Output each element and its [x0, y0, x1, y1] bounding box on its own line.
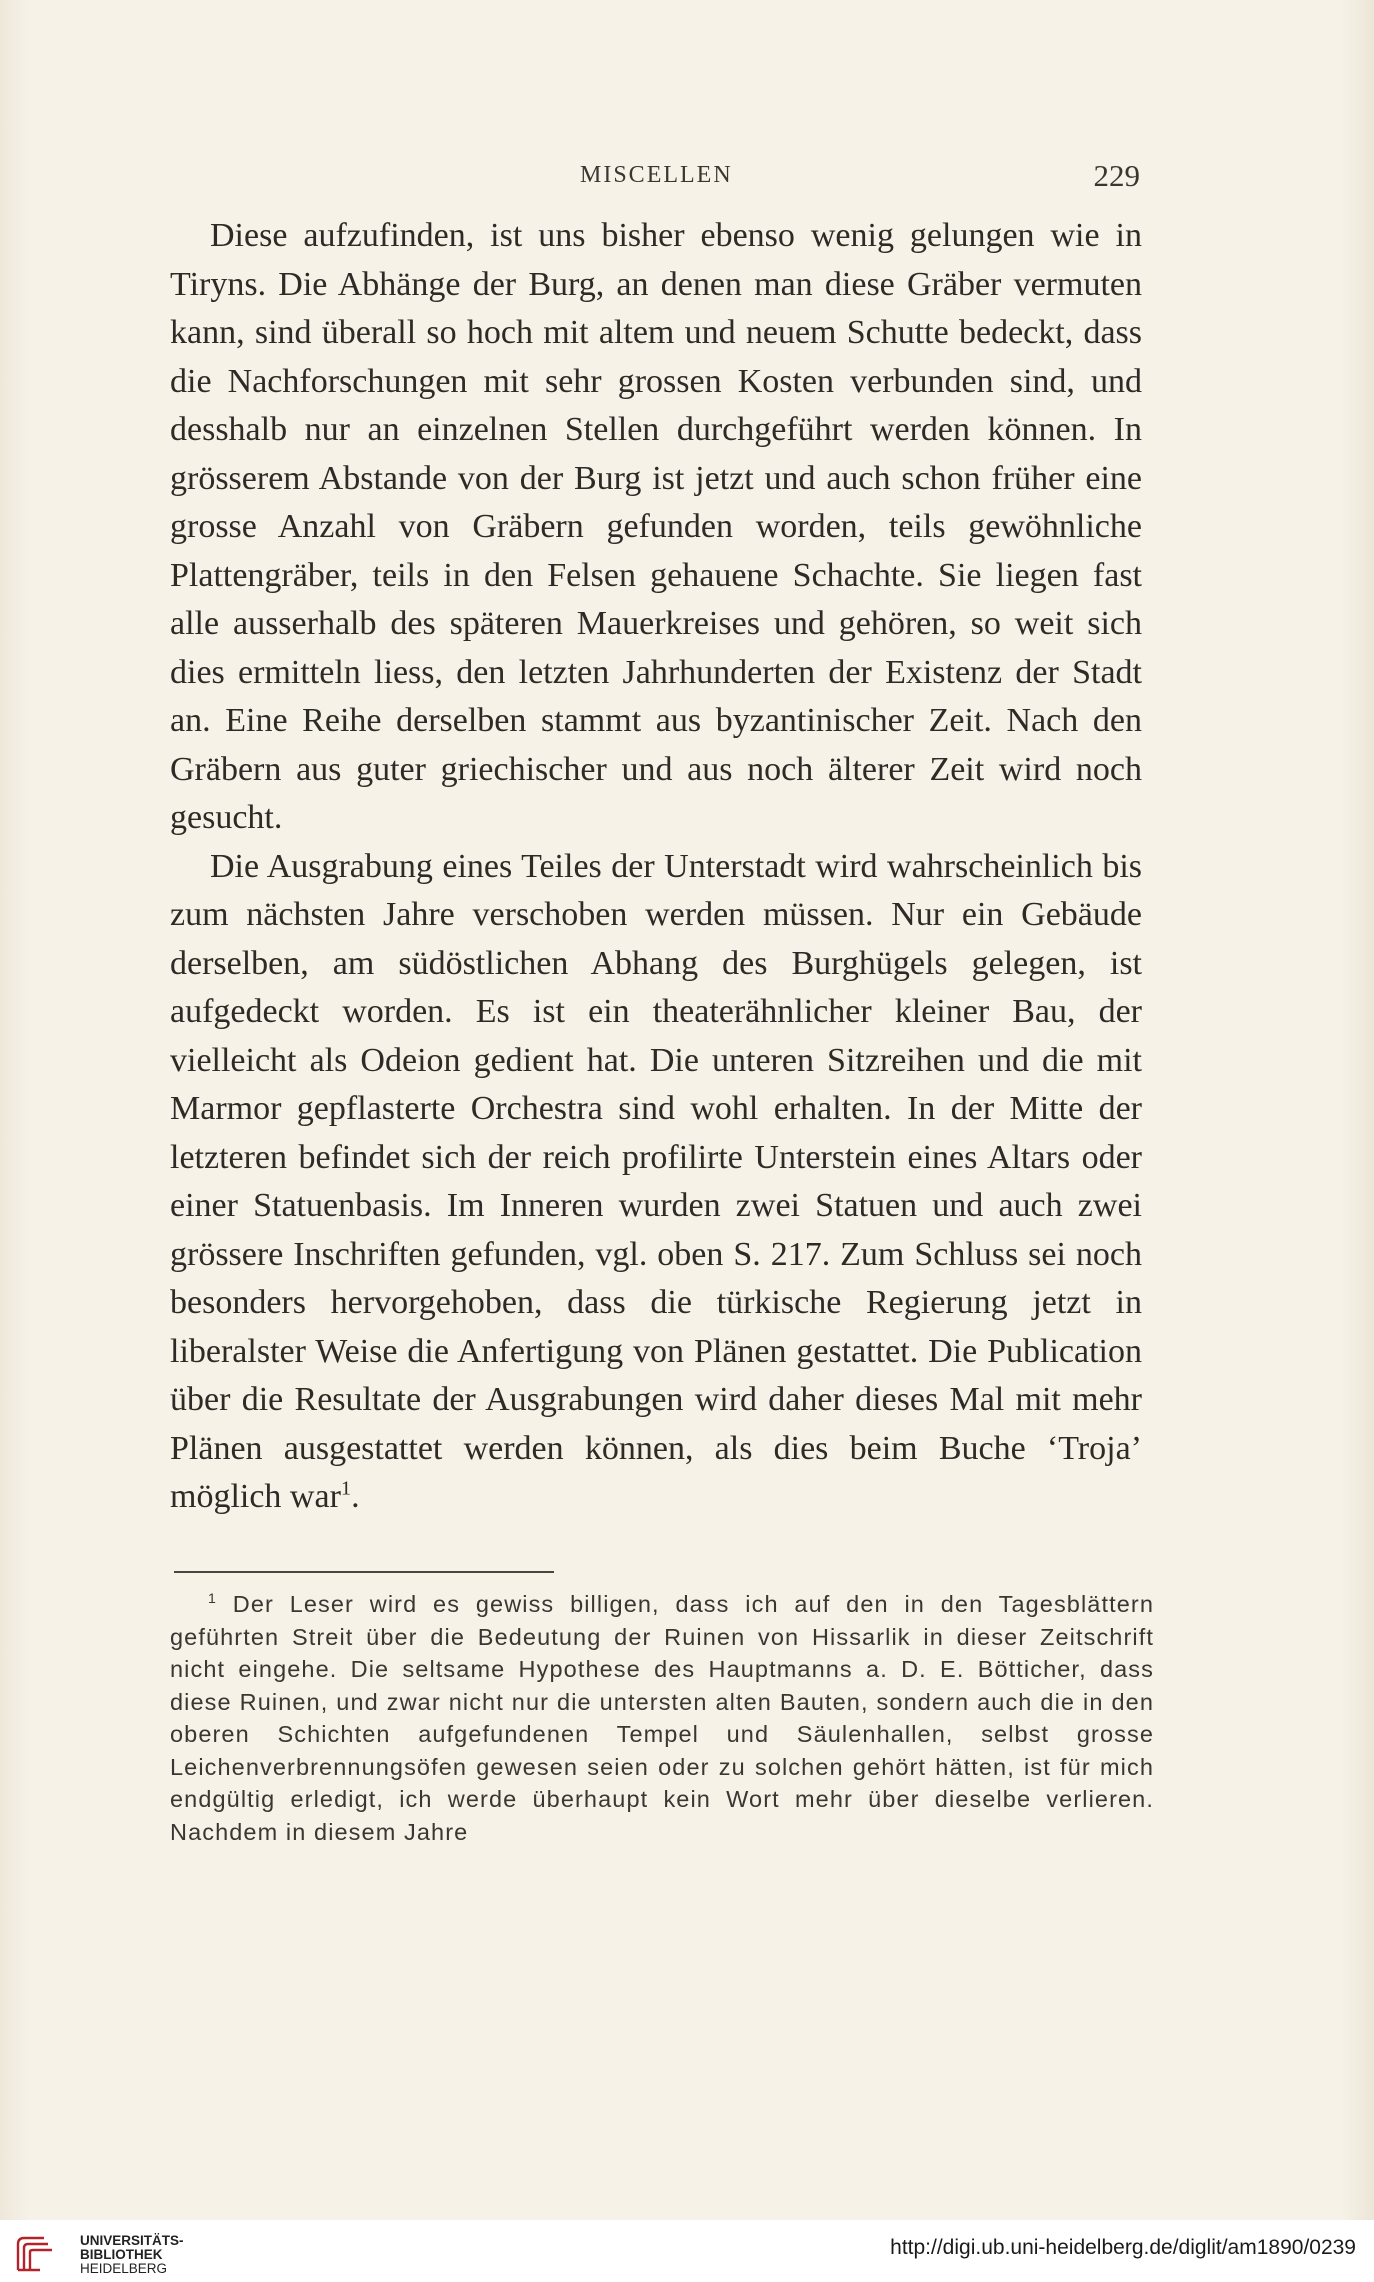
heidelberg-library-logo-icon[interactable]: [14, 2234, 68, 2274]
library-name-line: BIBLIOTHEK: [80, 2247, 163, 2262]
body-text: [170, 212, 1142, 1522]
library-name-line: HEIDELBERG: [80, 2261, 168, 2276]
paragraph: Die Ausgrabung eines Teiles der Unterstadt wird wahrscheinlich bis zum nächsten Jahre verschoben werden müssen. Nur ein Gebäude derselben, am südöstlichen Abhang des Burghügels gelegen, ist aufgedeckt worden. Es ist ein theaterähnlicher kleiner Bau, der vielleicht als Odeion gedient hat. Die unteren Sitzreihen und die mit Marmor gepflasterte Orchestra sind wohl erhalten. In der Mitte der letzteren befindet sich der reich profilirte Unterstein eines Altars oder einer Statuenbasis. Im Inneren wurden zwei Statuen und auch zwei grössere Inschriften gefunden, vgl. oben S. 217. Zum Schluss sei noch besonders hervorgehoben, dass die türkische Regierung jetzt in liberalster Weise die Anfertigung von Plänen gestattet. Die Publication über die Resultate der Ausgrabungen wird daher dieses Mal mit mehr Plänen ausgestattet werden können, als dies beim Buche ‘Troja’ möglich war$^1$.: [170, 847, 1142, 1515]
footnote-text: Der Leser wird es gewiss billigen, dass ich auf den in den Tagesblättern geführten Streit über die Bedeutung der Ruinen von Hissarlik in dieser Zeitschrift nicht eingehe. Die seltsame Hypothese des Hauptmanns a. D. E. Bötticher, dass diese Ruinen, und zwar nicht nur die untersten alten Bauten, sondern auch die in den oberen Schichten aufgefundenen Tempel und Säulenhallen, selbst grosse Leichenverbrennungsöfen gewesen seien oder zu solchen gehört hätten, ist für mich endgültig erledigt, ich werde überhaupt kein Wort mehr über dieselbe verlieren. Nachdem in diesem Jahre: [170, 1591, 1154, 1845]
source-url-link[interactable]: http://digi.ub.uni-heidelberg.de/diglit/am1890/0239: [890, 2236, 1356, 2259]
footnote-divider: [174, 1571, 554, 1573]
footnote: [170, 1588, 1154, 1848]
paragraph-text: Diese aufzufinden, ist uns bisher ebenso wenig gelungen wie in Tiryns. Die Abhänge der Burg, an denen man diese Gräber vermuten kann, sind überall so hoch mit altem und neuem Schutte bedeckt, dass die Nachforschungen mit sehr grossen Kosten verbunden sind, und desshalb nur an einzelnen Stellen durchgeführt werden können. In grösserem Abstande von der Burg ist jetzt und auch schon früher eine grosse Anzahl von Gräbern gefunden worden, teils gewöhnliche Plattengräber, teils in den Felsen gehauene Schachte. Sie liegen fast alle ausserhalb des späteren Mauerkreises und gehören, so weit sich dies ermitteln liess, den letzten Jahrhunderten der Existenz der Stadt an. Eine Reihe derselben stammt aus byzantinischer Zeit. Nach den Gräbern aus guter griechischer und aus noch älterer Zeit wird noch gesucht.: [170, 217, 1142, 836]
running-head: [170, 158, 1140, 198]
page-number: 229: [1093, 158, 1140, 193]
running-title: MISCELLEN: [580, 162, 733, 188]
viewer-footer: [0, 2220, 1374, 2282]
footnote-reference[interactable]: 1: [340, 1477, 352, 1500]
paragraph-text: Die Ausgrabung eines Teiles der Unterstadt wird wahrscheinlich bis zum nächsten Jahre verschoben werden müssen. Nur ein Gebäude derselben, am südöstlichen Abhang des Burghügels gelegen, ist aufgedeckt worden. Es ist ein theaterähnlicher kleiner Bau, der vielleicht als Odeion gedient hat. Die unteren Sitzreihen und die mit Marmor gepflasterte Orchestra sind wohl erhalten. In der Mitte der letzteren befindet sich der reich profilirte Unterstein eines Altars oder einer Statuenbasis. Im Inneren wurden zwei Statuen und auch zwei grössere Inschriften gefunden, vgl. oben S. 217. Zum Schluss sei noch besonders hervorgehoben, dass die türkische Regierung jetzt in liberalster Weise die Anfertigung von Plänen gestattet. Die Publication über die Resultate der Ausgrabungen wird daher dieses Mal mit mehr Plänen ausgestattet werden können, als dies beim Buche ‘Troja’ möglich war: [170, 847, 1142, 1515]
footnote-marker: 1: [208, 1590, 217, 1607]
paragraph: [170, 212, 1142, 843]
library-name: [80, 2234, 184, 2276]
library-name-line: UNIVERSITÄTS-: [80, 2233, 184, 2248]
